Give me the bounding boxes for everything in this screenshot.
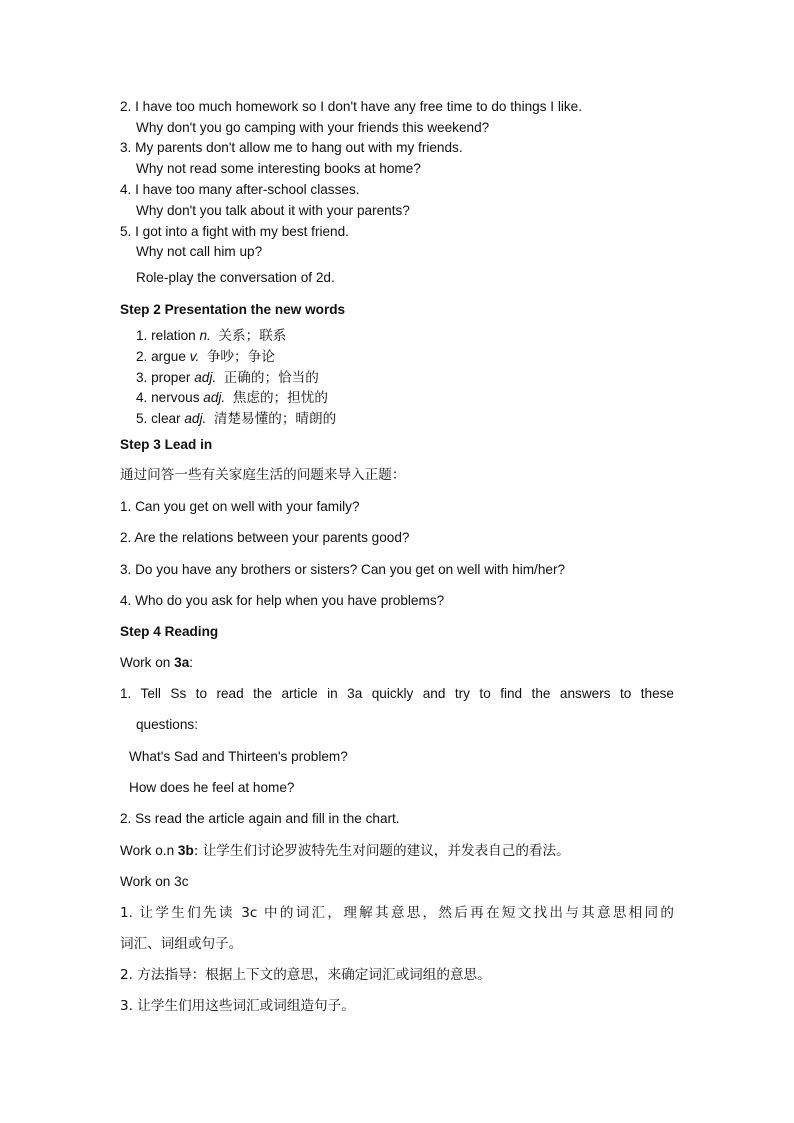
leadin-question-1: 1. Can you get on well with your family? <box>120 499 360 514</box>
step2-heading: Step 2 Presentation the new words <box>120 302 346 317</box>
reading-task-1-cont: questions: <box>136 717 198 732</box>
reading-task-1: 1. Tell Ss to read the article in 3a quickly and try to find the answers to these <box>120 686 674 701</box>
reading-task-2: 2. Ss read the article again and fill in the chart. <box>120 811 400 826</box>
step3-intro: 通过问答一些有关家庭生活的问题来导入正题： <box>120 467 406 483</box>
reading-question-b: How does he feel at home? <box>129 780 295 795</box>
task-3c-2: 2. 方法指导：根据上下文的意思，来确定词汇或词组的意思。 <box>120 967 491 983</box>
dialogue-advice-3: Why not read some interesting books at home? <box>136 161 421 176</box>
work-on-3a: Work on 3a: <box>120 655 194 670</box>
vocab-item-relation: 1. relation n. 关系；联系 <box>136 328 287 344</box>
dialogue-problem-3: 3. My parents don't allow me to hang out with my friends. <box>120 140 463 155</box>
roleplay-instruction: Role-play the conversation of 2d. <box>136 270 335 285</box>
step4-heading: Step 4 Reading <box>120 624 219 639</box>
task-3c-1-cont: 词汇、词组或句子。 <box>120 936 243 952</box>
dialogue-advice-2: Why don't you go camping with your friends this weekend? <box>136 120 490 135</box>
vocab-item-argue: 2. argue v. 争吵；争论 <box>136 349 275 365</box>
dialogue-problem-2: 2. I have too much homework so I don't have any free time to do things I like. <box>120 99 583 114</box>
dialogue-advice-4: Why don't you talk about it with your parents? <box>136 203 410 218</box>
task-3c-3: 3. 让学生们用这些词汇或词组造句子。 <box>120 998 355 1014</box>
vocab-item-clear: 5. clear adj. 清楚易懂的；晴朗的 <box>136 411 337 427</box>
work-on-3c: Work on 3c <box>120 874 189 889</box>
vocab-item-proper: 3. proper adj. 正确的；恰当的 <box>136 370 319 386</box>
reading-question-a: What's Sad and Thirteen's problem? <box>129 749 348 764</box>
leadin-question-4: 4. Who do you ask for help when you have problems? <box>120 593 445 608</box>
dialogue-problem-4: 4. I have too many after-school classes. <box>120 182 360 197</box>
task-3c-1: 1. 让学生们先读 3c 中的词汇，理解其意思，然后再在短文找出与其意思相同的 <box>120 905 674 921</box>
work-on-3b: Work o.n 3b: 让学生们讨论罗波特先生对问题的建议，并发表自己的看法。 <box>120 843 570 859</box>
dialogue-advice-5: Why not call him up? <box>136 244 263 259</box>
step3-heading: Step 3 Lead in <box>120 437 213 452</box>
leadin-question-2: 2. Are the relations between your parents good? <box>120 530 410 545</box>
leadin-question-3: 3. Do you have any brothers or sisters? Can you get on well with him/her? <box>120 562 566 577</box>
dialogue-problem-5: 5. I got into a fight with my best friend. <box>120 224 349 239</box>
vocab-item-nervous: 4. nervous adj. 焦虑的；担忧的 <box>136 390 328 406</box>
